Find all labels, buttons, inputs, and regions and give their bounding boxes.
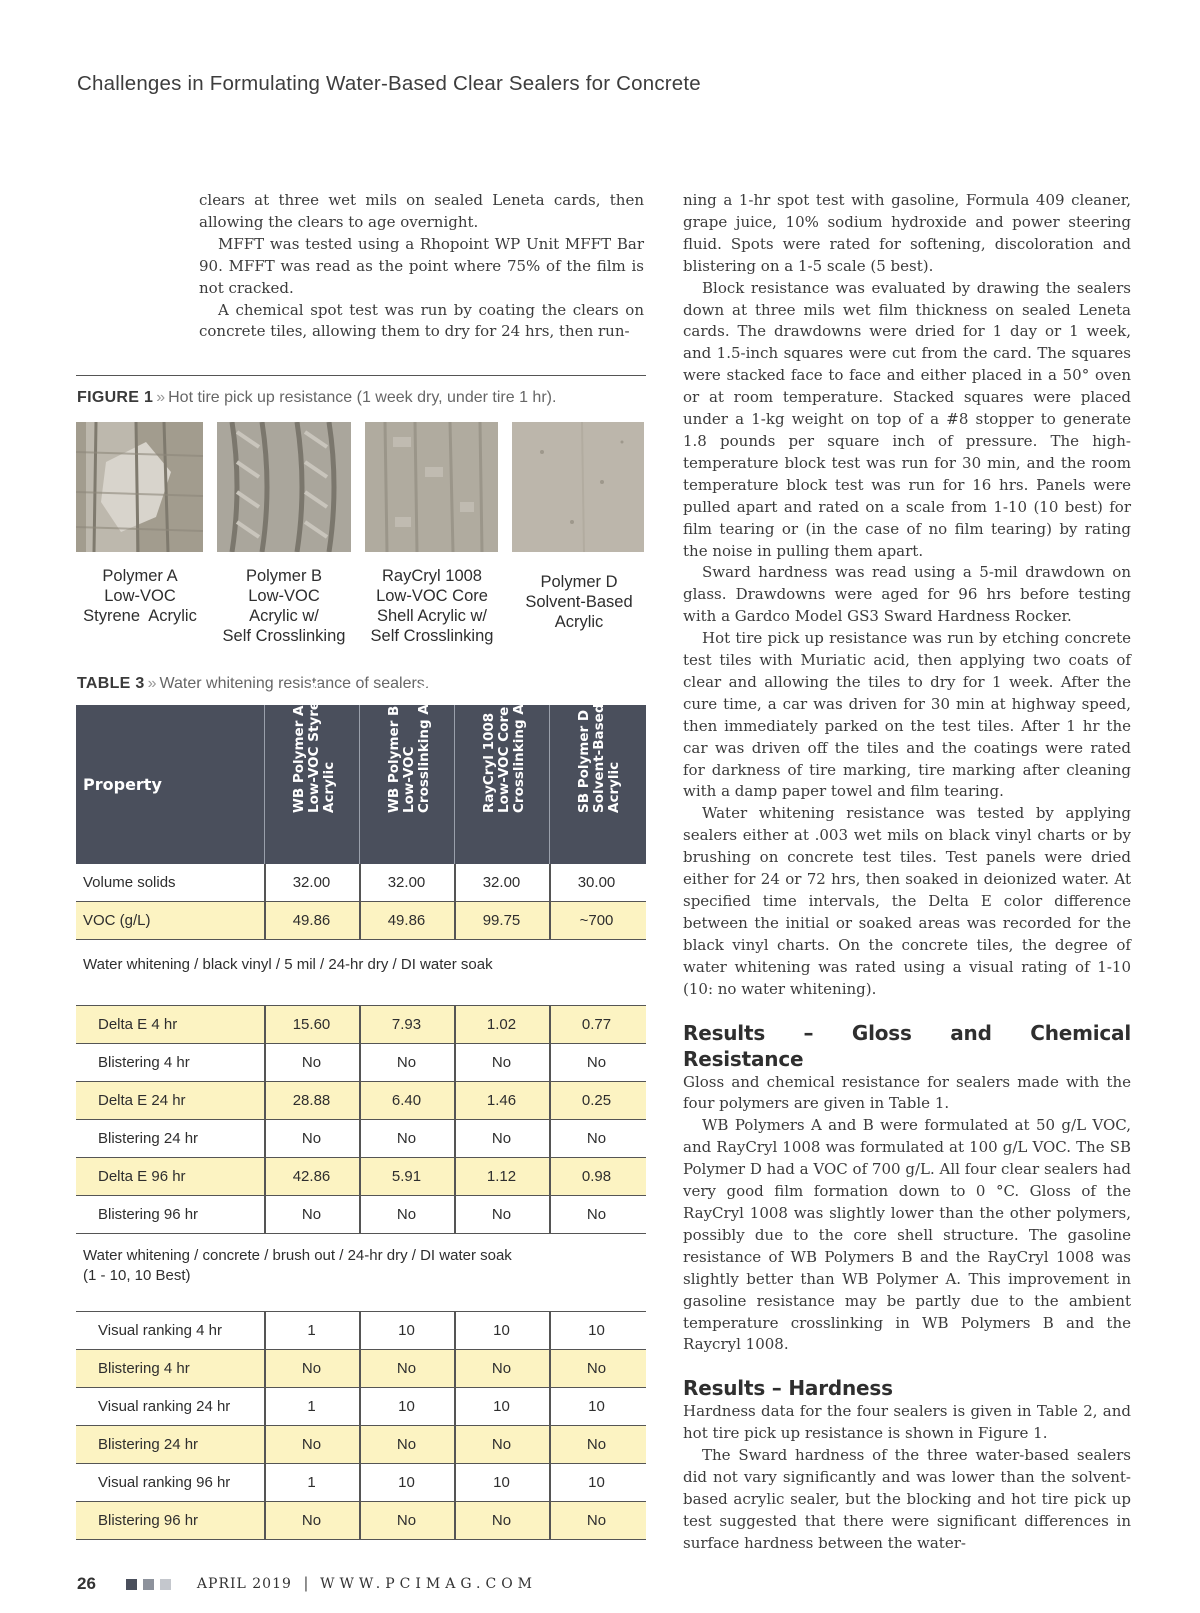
header-line: Low-VOC [401,746,417,813]
paragraph: Gloss and chemical resistance for sealers made with the four polymers are given in Table 1. [683,1072,1131,1113]
row-label: Blistering 4 hr [98,1360,190,1377]
table-cell: 0.77 [581,1016,612,1033]
table-cell: 1 [307,1474,316,1491]
table-cell: No [301,1436,322,1453]
table-cell: 10 [398,1322,415,1339]
table-cell: No [586,1512,607,1529]
table-cell: 10 [588,1398,605,1415]
table-row [76,1044,646,1082]
table-cell: ~700 [579,912,614,929]
table-cell: 6.40 [391,1092,422,1109]
table-row [76,864,646,902]
figure1-label: FIGURE 1 [77,389,154,406]
table-row [76,1006,646,1044]
section-heading-hardness: Results – Hardness [683,1376,893,1401]
header-line: WB Polymer B [386,705,402,813]
tire-photo-polymer-d [512,422,644,552]
table-cell: 1.46 [486,1092,517,1109]
paragraph: MFFT was tested using a Rhopoint WP Unit MFFT Bar 90. MFFT was read as the point where 75% of the film is not cracked. [199,234,644,297]
label-line: Polymer B [245,567,323,585]
table-row [76,1312,646,1350]
square-icon [126,1579,137,1590]
label-line: Low-VOC [248,587,320,605]
section-header-black-vinyl [76,940,646,1006]
header-raycryl-1008 [476,663,566,858]
table-row [76,1464,646,1502]
table-cell: 0.25 [581,1092,612,1109]
table-cell: No [491,1512,512,1529]
row-label: Volume solids [83,874,176,891]
header-wb-polymer-a [286,682,376,858]
table-cell: No [491,1130,512,1147]
header-sb-polymer-d [571,703,661,858]
table-cell: 32.00 [482,874,521,891]
label-line: Solvent-Based [525,593,633,611]
table-cell: No [396,1206,417,1223]
table-cell: No [301,1054,322,1071]
table-row [76,1196,646,1234]
panel-label-polymer-b [214,566,354,646]
table-cell: 49.86 [292,912,331,929]
row-label: Blistering 24 hr [98,1130,199,1147]
table-cell: 1.12 [486,1168,517,1185]
section-header-concrete [76,1234,646,1312]
table-cell: No [396,1512,417,1529]
row-label: Visual ranking 96 hr [98,1474,231,1491]
paragraph: WB Polymers A and B were formulated at 50 g/L VOC, and RayCryl 1008 was formulated at 100 g/L VOC. The SB Polymer D had a VOC of 700 g/L. All four clear sealers had very good film formation down to 0 °C. Gloss of the RayCryl 1008 was slightly lower than the other polymers, possibly due to the core shell structure. The gasoline resistance of WB Polymers B and the RayCryl 1008 was slightly better than WB Polymer A. This improvement in gasoline resistance may be partly due to the ambient temperature crosslinking in WB Polymers B and the Raycryl 1008. [683,1116,1131,1354]
header-line: SB Polymer D [576,709,592,813]
page-number: 26 [77,1574,96,1593]
label-line: Styrene Acrylic [83,607,197,625]
table-row [76,1082,646,1120]
row-label: Visual ranking 24 hr [98,1398,231,1415]
figure-divider [76,375,646,376]
table-cell: 32.00 [387,874,426,891]
tire-photo-polymer-b [217,422,351,552]
website-link[interactable]: WWW.PCIMAG.COM [320,1576,538,1592]
running-title: Challenges in Formulating Water-Based Clear Sealers for Concrete [77,72,701,95]
table3-caption [77,675,429,693]
label-line: Acrylic [554,613,604,631]
row-label: Delta E 96 hr [98,1168,186,1185]
header-line: RayCryl 1008 [481,712,497,813]
label-line: Shell Acrylic w/ [376,607,488,625]
table-cell: No [396,1436,417,1453]
page-footer [77,1574,537,1594]
table-cell: 30.00 [577,874,616,891]
row-label: Delta E 24 hr [98,1092,186,1109]
table-cell: 5.91 [391,1168,422,1185]
table-cell: No [396,1054,417,1071]
rows-black-vinyl [76,1006,646,1234]
panel-label-polymer-d [508,572,650,632]
section-heading-gloss: Results – Gloss and Chemical Resistance [683,1020,1131,1071]
label-line: Self Crosslinking [370,627,494,645]
table-cell: 1.02 [486,1016,517,1033]
header-line: Crosslinking Acrylic [511,663,527,813]
table-cell: 49.86 [387,912,426,929]
section-title: Water whitening / black vinyl / 5 mil / 24-hr dry / DI water soak [83,956,493,973]
header-line: Acrylic [321,761,337,813]
table-cell: No [491,1360,512,1377]
table-cell: No [491,1206,512,1223]
table-row [76,1388,646,1426]
table-cell: 10 [398,1474,415,1491]
table-cell: 1 [307,1398,316,1415]
header-line: Crosslinking Acrylic [416,663,432,813]
row-label: Blistering 4 hr [98,1054,190,1071]
paragraph: The Sward hardness of the three water-based sealers did not vary significantly and was lower than the solvent-based acrylic sealer, but the blocking and hot tire pick up test suggested that there were significant differences in surface hardness between the water- [683,1446,1131,1552]
left-column-text [199,190,644,343]
header-line: WB Polymer A [291,705,307,813]
table-cell: 0.98 [581,1168,612,1185]
table-cell: 10 [493,1398,510,1415]
table-cell: No [301,1130,322,1147]
tire-photo-raycryl-1008 [365,422,498,552]
figure1-caption [77,389,556,407]
table-cell: 28.88 [292,1092,331,1109]
header-line: Low-VOC Core Shell [496,664,512,813]
paragraph: Sward hardness was read using a 5-mil drawdown on glass. Drawdowns were aged for 96 hrs before testing with a Gardco Model GS3 Sward Hardness Rocker. [683,563,1131,626]
table-cell: No [586,1436,607,1453]
paragraph: Water whitening resistance was tested by applying sealers either at .003 wet mils on black vinyl charts or by brushing on concrete test tiles. Test panels were dried either for 24 or 72 hrs, then soaked in deionized water. At specified time intervals, the Delta E color difference between the initial or soaked areas was recorded for the black vinyl charts. On the concrete tiles, the degree of water whitening was rated using a visual rating of 1-10 (10: no water whitening). [683,804,1131,998]
label-line: Polymer A [102,567,178,585]
header-line: Low-VOC Styrene [306,682,322,813]
table-cell: 99.75 [482,912,521,929]
table-row [76,1158,646,1196]
table-cell: No [301,1206,322,1223]
header-property: Property [83,775,162,794]
figure1-caption-text: Hot tire pick up resistance (1 week dry, under tire 1 hr). [168,389,557,406]
table-cell: 10 [493,1474,510,1491]
chevron-icon: » [156,389,166,406]
paragraph: Hot tire pick up resistance was run by etching concrete test tiles with Muriatic acid, then applying two coats of clear and allowing the tiles to dry for 1 week. After the cure time, a car was driven for 30 min at highway speed, then immediately parked on the test tiles. After 1 hr the car was driven off the tiles and the coatings were rated for darkness of tire marking, tire marking after cleaning with a damp paper towel and film tearing. [683,629,1131,801]
table-row [76,902,646,940]
separator: | [303,1575,309,1592]
square-icon [160,1579,171,1590]
table-cell: No [301,1512,322,1529]
rows-top [76,864,646,940]
table3-label: TABLE 3 [77,675,145,692]
table-cell: No [396,1130,417,1147]
table-cell: No [586,1360,607,1377]
column-divider [264,705,265,864]
paragraph: A chemical spot test was run by coating the clears on concrete tiles, allowing them to dry for 24 hrs, then run- [199,300,644,341]
tire-photo-polymer-a [76,422,203,552]
row-label: Blistering 96 hr [98,1512,199,1529]
table-cell: 10 [493,1322,510,1339]
paragraph: ning a 1-hr spot test with gasoline, Formula 409 cleaner, grape juice, 10% sodium hydroxide and power steering fluid. Spots were rated for softening, discoloration and blistering on a 1-5 scale (5 best). [683,191,1131,275]
table-cell: No [586,1130,607,1147]
section-title: Water whitening / concrete / brush out / 24-hr dry / DI water soak [83,1247,512,1264]
label-line: Acrylic w/ [249,607,319,625]
label-line: Low-VOC [104,587,176,605]
paragraph: Block resistance was evaluated by drawing the sealers down at three mils wet film thickness on sealed Leneta cards. The drawdowns were dried for 1 day or 1 week, and 1.5-inch squares were cut from the card. The squares were stacked face to face and either placed in a 50° oven or at room temperature. Stacked squares were placed under a 1-kg weight on top of a #8 stopper to generate 1.8 pounds per square inch of pressure. The high-temperature block test was run for 30 min, and the room temperature block test was run for 16 hrs. Panels were pulled apart and rated on a scale from 1-10 (10 best) for film tearing or (in the case of no film tearing) by rating the noise in pulling them apart. [683,278,1131,560]
table-cell: No [491,1436,512,1453]
table-cell: 15.60 [292,1016,331,1033]
table3-caption-text: Water whitening resistance of sealers. [159,675,430,692]
label-line: Low-VOC Core [376,587,488,605]
table-cell: No [586,1206,607,1223]
table-cell: 10 [588,1474,605,1491]
table-cell: No [396,1360,417,1377]
table-cell: 32.00 [292,874,331,891]
table-cell: 10 [398,1398,415,1415]
issue-date: APRIL 2019 [196,1576,292,1592]
table-cell: 1 [307,1322,316,1339]
chevron-icon: » [147,675,157,692]
table-cell: 10 [588,1322,605,1339]
label-line: Polymer D [540,573,618,591]
square-icon [143,1579,154,1590]
section-subtitle: (1 - 10, 10 Best) [83,1267,191,1284]
panel-label-polymer-a [70,566,210,626]
header-wb-polymer-b [381,663,471,858]
table-cell: 42.86 [292,1168,331,1185]
panel-label-raycryl [361,566,503,646]
header-line: Acrylic [606,761,622,813]
row-label: VOC (g/L) [83,912,151,929]
row-label: Delta E 4 hr [98,1016,178,1033]
header-line: Solvent-Based [591,703,607,813]
table-row [76,1502,646,1540]
table-cell: No [586,1054,607,1071]
paragraph: Hardness data for the four sealers is given in Table 2, and hot tire pick up resistance is shown in Figure 1. [683,1402,1131,1443]
rows-concrete [76,1312,646,1540]
table-row [76,1120,646,1158]
table-cell: 7.93 [391,1016,422,1033]
row-label: Visual ranking 4 hr [98,1322,222,1339]
row-label: Blistering 24 hr [98,1436,199,1453]
paragraph: clears at three wet mils on sealed Leneta cards, then allowing the clears to age overnight. [199,191,644,231]
right-column-text [683,190,1131,1555]
table-row [76,1350,646,1388]
table-row [76,1426,646,1464]
row-label: Blistering 96 hr [98,1206,199,1223]
table-cell: No [301,1360,322,1377]
label-line: RayCryl 1008 [382,567,482,585]
table-cell: No [491,1054,512,1071]
label-line: Self Crosslinking [222,627,346,645]
